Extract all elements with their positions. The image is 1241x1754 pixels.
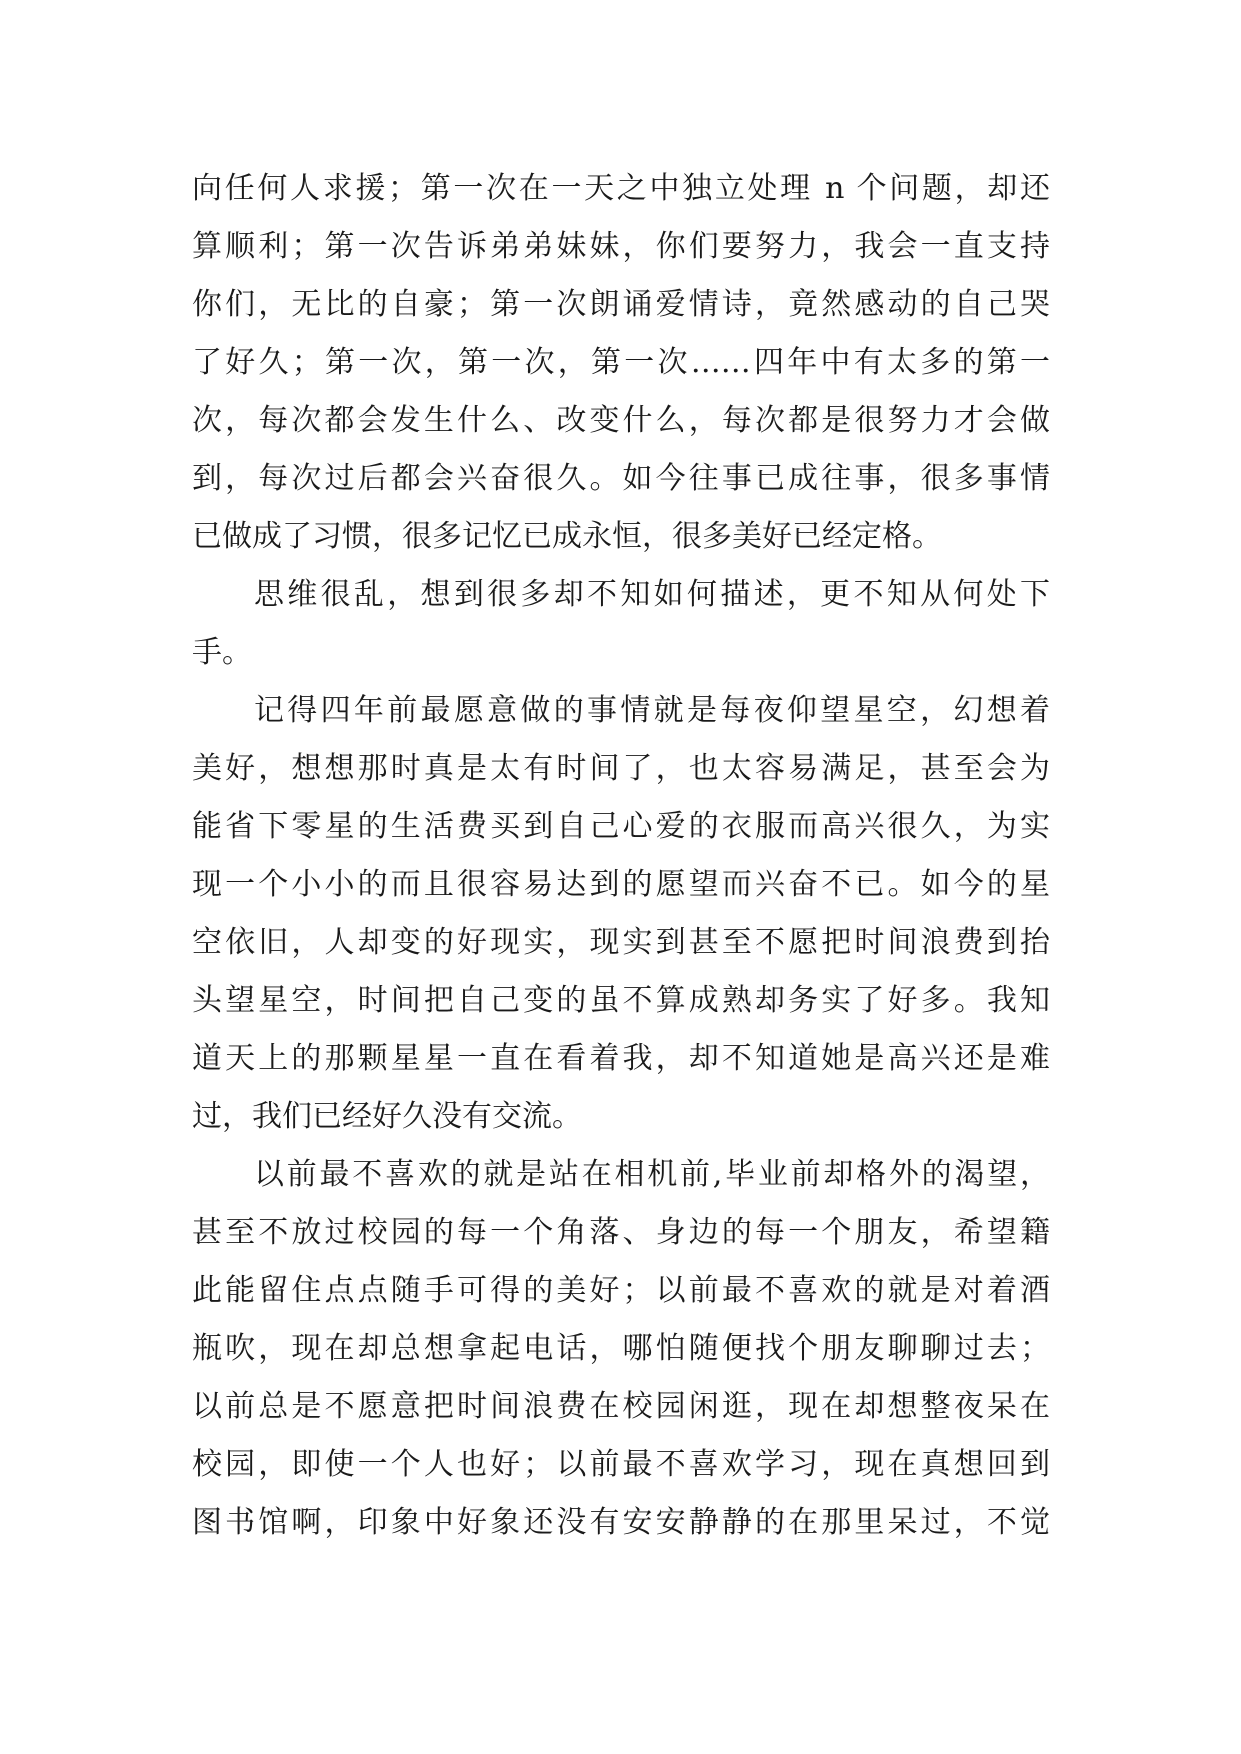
text-line: 空依旧，人却变的好现实，现实到甚至不愿把时间浪费到抬	[192, 925, 1050, 960]
paragraph-start-line: 记得四年前最愿意做的事情就是每夜仰望星空，幻想着	[254, 693, 1050, 728]
text-line: 手。	[192, 635, 252, 670]
text-line: 到，每次过后都会兴奋很久。如今往事已成往事，很多事情	[192, 461, 1050, 496]
text-line: 甚至不放过校园的每一个角落、身边的每一个朋友，希望籍	[192, 1215, 1050, 1250]
text-line: 向任何人求援；第一次在一天之中独立处理 n 个问题，却还	[192, 171, 1050, 206]
text-line: 此能留住点点随手可得的美好；以前最不喜欢的就是对着酒	[192, 1273, 1050, 1308]
text-line: 你们，无比的自豪；第一次朗诵爱情诗，竟然感动的自己哭	[192, 287, 1050, 322]
paragraph-start-line: 以前最不喜欢的就是站在相机前,毕业前却格外的渴望，	[254, 1157, 1050, 1192]
text-line: 校园，即使一个人也好；以前最不喜欢学习，现在真想回到	[192, 1447, 1050, 1482]
text-line: 过，我们已经好久没有交流。	[192, 1099, 582, 1134]
text-line: 已做成了习惯，很多记忆已成永恒，很多美好已经定格。	[192, 519, 942, 554]
text-line: 了好久；第一次，第一次，第一次……四年中有太多的第一	[192, 345, 1050, 380]
body-text	[192, 160, 1050, 1552]
text-line: 能省下零星的生活费买到自己心爱的衣服而高兴很久，为实	[192, 809, 1050, 844]
text-line: 图书馆啊，印象中好象还没有安安静静的在那里呆过，不觉	[192, 1505, 1050, 1540]
text-line: 以前总是不愿意把时间浪费在校园闲逛，现在却想整夜呆在	[192, 1389, 1050, 1424]
text-line: 现一个小小的而且很容易达到的愿望而兴奋不已。如今的星	[192, 867, 1050, 902]
text-line: 头望星空，时间把自己变的虽不算成熟却务实了好多。我知	[192, 983, 1050, 1018]
text-line: 美好，想想那时真是太有时间了，也太容易满足，甚至会为	[192, 751, 1050, 786]
text-line: 次，每次都会发生什么、改变什么，每次都是很努力才会做	[192, 403, 1050, 438]
text-line: 瓶吹，现在却总想拿起电话，哪怕随便找个朋友聊聊过去；	[192, 1331, 1050, 1366]
text-line: 算顺利；第一次告诉弟弟妹妹，你们要努力，我会一直支持	[192, 229, 1050, 264]
paragraph-start-line: 思维很乱，想到很多却不知如何描述，更不知从何处下	[254, 577, 1050, 612]
text-line: 道天上的那颗星星一直在看着我，却不知道她是高兴还是难	[192, 1041, 1050, 1076]
